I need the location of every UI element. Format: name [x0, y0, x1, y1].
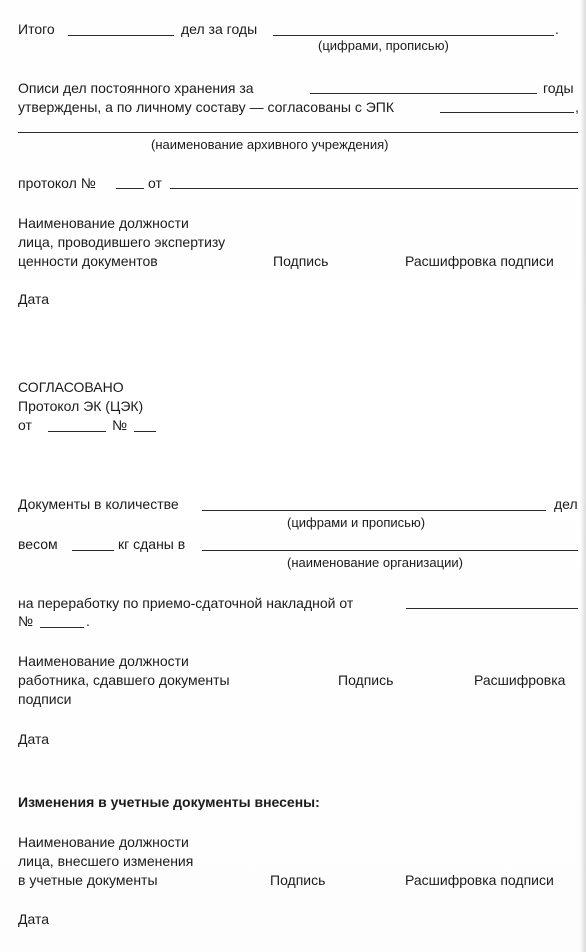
invoice-date-field[interactable]	[406, 608, 578, 609]
position-line-3: ценности документов	[18, 253, 158, 269]
changes-heading: Изменения в учетные документы внесены:	[18, 794, 320, 810]
editor-position-line-3: в учетные документы	[18, 872, 158, 888]
docs-quantity-field[interactable]	[202, 510, 546, 511]
opisi-label: Описи дел постоянного хранения за	[18, 80, 254, 96]
editor-signature-decode-label: Расшифровка подписи	[405, 872, 554, 888]
invoice-no-label: №	[18, 613, 34, 629]
del-za-gody-label: дел за годы	[181, 21, 258, 37]
protocol-date-field[interactable]	[170, 188, 578, 189]
archive-caption: (наименование архивного учреждения)	[151, 137, 389, 152]
docs-quantity-label: Документы в количестве	[18, 496, 179, 512]
signature-decode-label: Расшифровка подписи	[405, 253, 554, 269]
protocol-ot-label: от	[148, 175, 162, 191]
worker-signature-decode-cont: подписи	[18, 691, 72, 707]
position-line-1: Наименование должности	[18, 215, 189, 231]
ek-date-field[interactable]	[48, 431, 106, 432]
worker-date-label: Дата	[18, 731, 50, 747]
worker-position-line-2: работника, сдавшего документы	[18, 672, 230, 688]
utverzhdeny-label: утверждены, а по личному составу — согласованы с ЭПК	[18, 99, 395, 115]
invoice-number-field[interactable]	[40, 627, 84, 628]
archive-name-field[interactable]	[18, 132, 578, 133]
ek-number-field[interactable]	[134, 431, 156, 432]
itogo-label: Итого	[18, 21, 55, 37]
editor-position-line-1: Наименование должности	[18, 834, 189, 850]
invoice-period-mark: .	[86, 613, 90, 629]
del-label: дел	[554, 496, 578, 512]
approved-heading: СОГЛАСОВАНО	[18, 379, 124, 395]
opisi-years-field[interactable]	[310, 93, 537, 94]
gody-label: годы	[543, 80, 574, 96]
ek-no-label: №	[112, 417, 128, 433]
processing-label: на переработку по приемо-сдаточной накладной от	[18, 595, 354, 611]
protocol-label: протокол №	[18, 175, 96, 191]
editor-signature-label: Подпись	[270, 872, 326, 888]
signature-label: Подпись	[273, 253, 329, 269]
worker-signature-decode-label: Расшифровка	[474, 672, 566, 688]
ek-protocol-label: Протокол ЭК (ЦЭК)	[18, 398, 144, 414]
itogo-count-field[interactable]	[68, 35, 174, 36]
epk-field[interactable]	[440, 112, 574, 113]
period-mark: .	[555, 21, 559, 37]
weight-label: весом	[18, 536, 58, 552]
worker-position-line-1: Наименование должности	[18, 653, 189, 669]
organization-caption: (наименование организации)	[287, 555, 463, 570]
editor-position-line-2: лица, внесшего изменения	[18, 853, 194, 869]
quantity-caption: (цифрами и прописью)	[287, 515, 426, 530]
digits-words-caption: (цифрами, прописью)	[318, 38, 449, 53]
ek-ot-label: от	[18, 417, 32, 433]
date-label: Дата	[18, 291, 50, 307]
weight-field[interactable]	[72, 550, 114, 551]
worker-signature-label: Подпись	[338, 672, 394, 688]
comma-mark: ,	[575, 99, 579, 115]
kg-sdany-label: кг сданы в	[118, 536, 186, 552]
protocol-number-field[interactable]	[116, 188, 144, 189]
position-line-2: лица, проводившего экспертизу	[18, 234, 226, 250]
years-field[interactable]	[273, 35, 554, 36]
organization-field[interactable]	[202, 550, 578, 551]
editor-date-label: Дата	[18, 911, 50, 927]
